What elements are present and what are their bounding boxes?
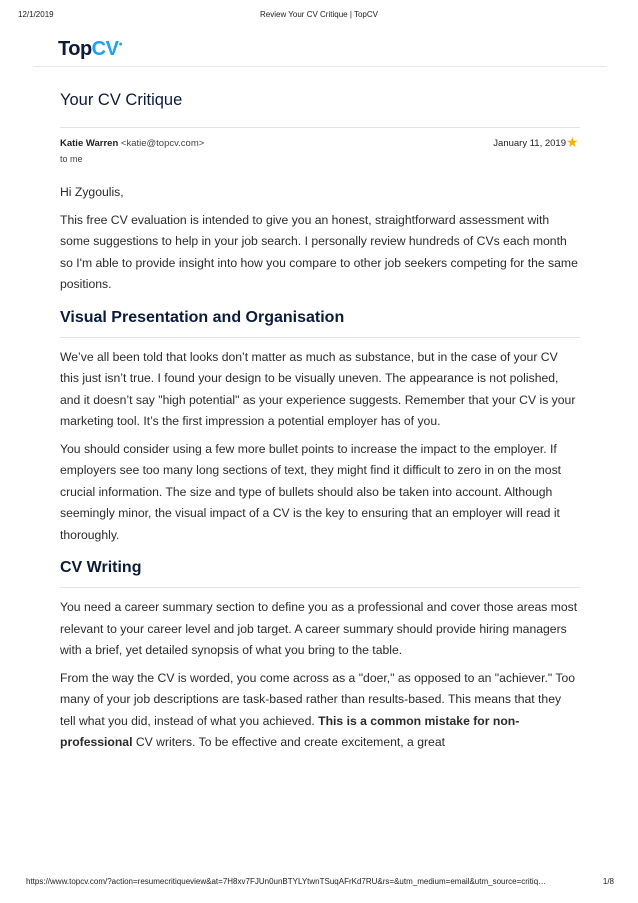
message-meta (60, 128, 580, 168)
visual-paragraph-1: We’ve all been told that looks don’t matter as much as substance, but in the case of your CV this just isn’t true. I found your design to be visually uneven. The appearance is not polished, and it doesn’t say "high potential" as your experience suggests. Remember that your CV is your marketing tool. It’s the first impression a potential employer has of you. (60, 349, 576, 428)
section-heading-writing: CV Writing (60, 559, 142, 576)
email-content (60, 78, 580, 754)
visual-paragraph-2: You should consider using a few more bullet points to increase the impact to the employer. If employers see too many long sections of text, they might find it difficult to zero in on the most crucial information. The size and type of bullets should also be taken into account. Although seemingly minor, the visual impact of a CV is the key to ensuring that an employer will read it thoroughly. (60, 441, 562, 542)
greeting: Hi Zygoulis, (60, 185, 124, 199)
footer-url[interactable]: https://www.topcv.com/?action=resumecritiqueview&at=7H8xv7FJUn0unBTYLYtwnTSuqAFrKd7RU&rs=&utm_medium=email&utm_source=critiq… (26, 877, 547, 886)
logo-cv: CV (91, 38, 119, 60)
topcv-logo[interactable] (58, 38, 122, 61)
writing-paragraph-2-tail: CV writers. To be effective and create excitement, a great (132, 735, 445, 749)
logo-dot-icon: ● (118, 41, 123, 48)
recipient: to me (60, 154, 83, 164)
writing-paragraph-2-text: From the way the CV is worded, you come across as a "doer," as opposed to an "achiever." Too many of your job descriptions are task-based rather than results-based. This means that they tell what you did, instead of what you achieved. (60, 670, 576, 728)
sender-email[interactable]: <katie@topcv.com> (120, 138, 205, 149)
print-title: Review Your CV Critique | TopCV (260, 10, 378, 19)
intro-paragraph: This free CV evaluation is intended to give you an honest, straightforward assessment with some suggestions to help in your job search. I personally review hundreds of CVs each month so I'm able to provide insight into how you compare to other job seekers competing for the same positions. (60, 212, 578, 291)
section-heading-visual: Visual Presentation and Organisation (60, 308, 345, 326)
page-number: 1/8 (602, 877, 614, 886)
section-divider (60, 587, 580, 588)
sender (60, 138, 204, 149)
sender-name: Katie Warren (60, 138, 119, 149)
logo-top: Top (58, 38, 92, 60)
writing-paragraph-2-bold: This is a common mistake for non-professional (60, 713, 520, 749)
print-header (0, 0, 638, 22)
section-divider (60, 337, 580, 338)
message-date: January 11, 2019 (493, 138, 566, 149)
page-title: Your CV Critique (60, 91, 183, 109)
header-divider (33, 66, 607, 67)
writing-paragraph-1: You need a career summary section to define you as a professional and cover those areas most relevant to your career level and job target. A career summary should provide hiring managers with a brief, yet detailed synopsis of what you bring to the table. (60, 600, 578, 657)
writing-paragraph-2 (60, 668, 580, 754)
print-date: 12/1/2019 (18, 10, 54, 19)
star-icon[interactable]: ★ (566, 134, 579, 150)
